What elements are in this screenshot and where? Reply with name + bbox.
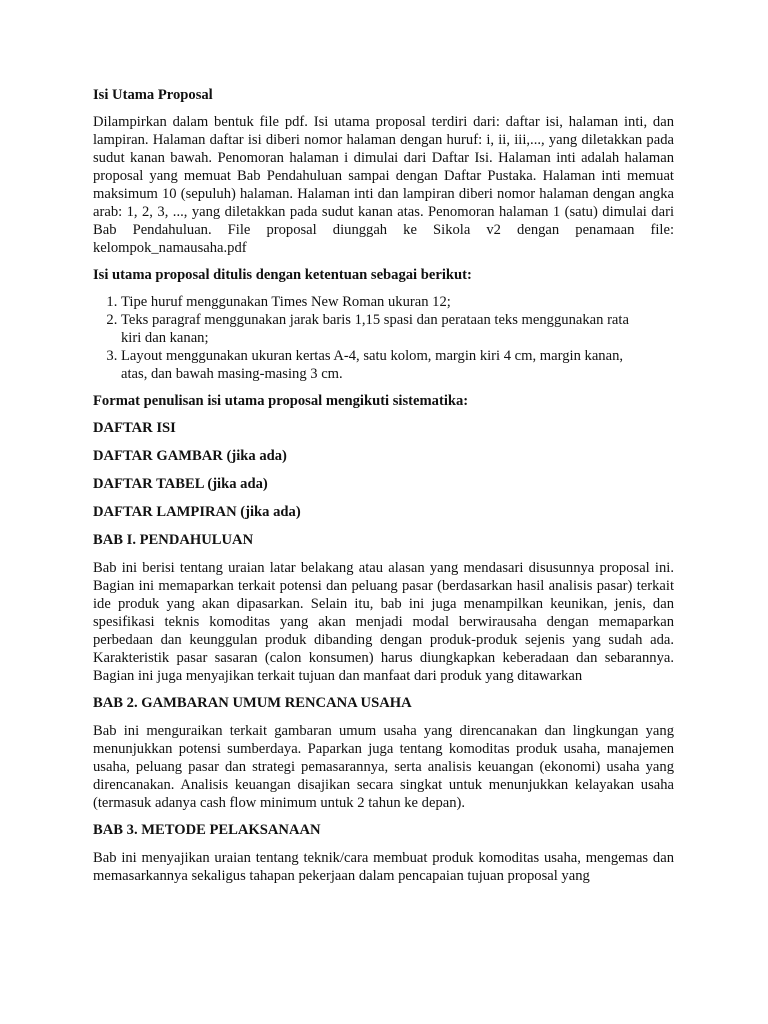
bab3-title: BAB 3. METODE PELAKSANAAN (93, 822, 321, 838)
bab1-title: BAB I. PENDAHULUAN (93, 532, 254, 548)
toc-item-daftar-tabel: DAFTAR TABEL (jika ada) (93, 476, 268, 492)
rule-item: 1. Tipe huruf menggunakan Times New Roman ukuran 12; (121, 293, 636, 311)
rule-item: 3. Layout menggunakan ukuran kertas A-4, satu kolom, margin kiri 4 cm, margin kanan, atas, dan bawah masing-masing 3 cm. (121, 347, 636, 383)
toc-item-daftar-isi: DAFTAR ISI (93, 420, 176, 436)
format-heading: Format penulisan isi utama proposal mengikuti sistematika: (93, 393, 469, 409)
toc-item-daftar-gambar: DAFTAR GAMBAR (jika ada) (93, 448, 287, 464)
document-title: Isi Utama Proposal (93, 87, 213, 103)
bab2-paragraph: Bab ini menguraikan terkait gambaran umum usaha yang direncanakan dan lingkungan yang menunjukkan potensi sumberdaya. Paparkan juga tentang komoditas produk usaha, manajemen usaha, peluang pasar dan strategi pemasarannya, serta analisis keuangan (ekonomi) usaha yang direncanakan. Analisis keuangan disajikan secara singkat untuk menunjukkan kelayakan usaha (termasuk adanya cash flow minimum untuk 2 tahun ke depan). (93, 723, 674, 811)
rules-list (93, 293, 674, 383)
rules-heading: Isi utama proposal ditulis dengan ketentuan sebagai berikut: (93, 267, 472, 283)
bab3-paragraph: Bab ini menyajikan uraian tentang teknik/cara membuat produk komoditas usaha, mengemas dan memasarkannya sekaligus tahapan pekerjaan dalam pencapaian tujuan proposal yang (93, 850, 674, 884)
bab2-title: BAB 2. GAMBARAN UMUM RENCANA USAHA (93, 695, 412, 711)
bab1-paragraph: Bab ini berisi tentang uraian latar belakang atau alasan yang mendasari disusunnya proposal ini. Bagian ini memaparkan terkait potensi dan peluang pasar (berdasarkan hasil analisis pasar) terkait ide produk yang akan dipasarkan. Selain itu, bab ini juga menampilkan keunikan, jenis, dan spesifikasi teknis komoditas yang akan menjadi modal berwirausaha dengan memaparkan perbedaan dan keunggulan produk dibanding dengan produk-produk sejenis yang sudah ada. Karakteristik pasar sasaran (calon konsumen) harus diungkapkan keberadaan dan sebarannya. Bagian ini juga menyajikan terkait tujuan dan manfaat dari produk yang ditawarkan (93, 560, 674, 684)
rule-item: 2. Teks paragraf menggunakan jarak baris 1,15 spasi dan perataan teks menggunakan rata kiri dan kanan; (121, 311, 636, 347)
toc-item-daftar-lampiran: DAFTAR LAMPIRAN (jika ada) (93, 504, 301, 520)
intro-paragraph: Dilampirkan dalam bentuk file pdf. Isi utama proposal terdiri dari: daftar isi, halaman inti, dan lampiran. Halaman daftar isi diberi nomor halaman dengan huruf: i, ii, iii,..., yang diletakkan pada sudut kanan bawah. Penomoran halaman i dimulai dari Daftar Isi. Halaman inti adalah halaman proposal yang memuat Bab Pendahuluan sampai dengan Daftar Pustaka. Halaman inti memuat maksimum 10 (sepuluh) halaman. Halaman inti dan lampiran diberi nomor halaman dengan angka arab: 1, 2, 3, ..., yang diletakkan pada sudut kanan atas. Penomoran halaman 1 (satu) dimulai dari Bab Pendahuluan. File proposal diunggah ke Sikola v2 dengan penamaan file: kelompok_namausaha.pdf (93, 114, 674, 256)
